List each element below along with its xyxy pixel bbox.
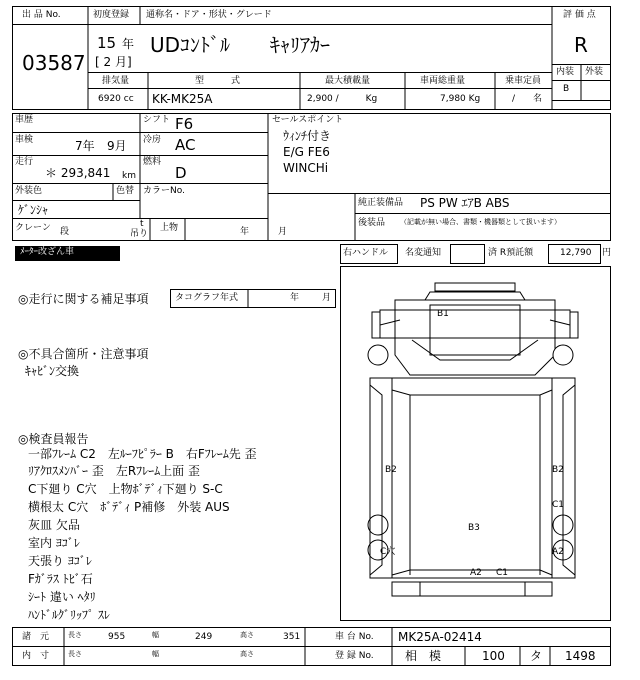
displacement: 6920 cc xyxy=(98,94,134,104)
aftermarket-note: （記載が無い場合、書類・機器類として扱います） xyxy=(400,218,561,226)
diagram-mark: C1 xyxy=(496,568,509,578)
crane-label: クレーン xyxy=(15,223,51,233)
inspector-line: ｼｰﾄ 違い ﾍﾀﾘ xyxy=(28,590,96,604)
diagram-mark: A2 xyxy=(552,547,564,557)
genuine-equipment: PS PW ｴｱB ABS xyxy=(420,196,510,210)
inspector-report-label: ◎検査員報告 xyxy=(18,432,89,446)
sales-point-line: ｳｨﾝﾁ付き xyxy=(283,129,332,143)
type-value: KK-MK25A xyxy=(152,92,213,106)
capacity: / 名 xyxy=(512,94,543,104)
ext-color-label: 外装色 xyxy=(15,186,43,196)
sales-point-line: E/G FE6 xyxy=(283,145,330,159)
grade-value: R xyxy=(574,33,588,57)
diagram-mark: A2 xyxy=(470,568,482,578)
inspection-month: 9月 xyxy=(107,139,127,153)
aircon-value: AC xyxy=(175,136,196,154)
diagram-mark: C1 xyxy=(552,500,565,510)
height-value: 351 xyxy=(283,632,301,642)
name-change-label: 名変通知 xyxy=(405,248,442,258)
first-reg-month: [ 2 月] xyxy=(95,55,132,69)
meter-tamper-badge: ﾒｰﾀｰ改ざん車 xyxy=(15,246,120,261)
inspector-line: ﾊﾝﾄﾞﾙｸﾞﾘｯﾌﾟ ｽﾚ xyxy=(28,608,110,622)
diagram-mark: B3 xyxy=(468,523,480,533)
model-name-label: 通称名・ドア・形状・グレード xyxy=(146,10,272,20)
grade-label: 評 価 点 xyxy=(563,10,596,20)
recycle-value: 12,790 xyxy=(560,248,592,258)
registration-class: 100 xyxy=(482,649,505,663)
inspector-line: 横根太 C穴 ﾎﾞﾃﾞｨ P補修 外装 AUS xyxy=(28,500,230,514)
total-weight: 7,980 Kg xyxy=(440,94,481,104)
fuel-label: 燃料 xyxy=(143,157,162,167)
crane-stage: 段 xyxy=(60,227,70,237)
height-label: 高さ xyxy=(240,631,254,639)
ext-color-value: ｹﾞﾝｼｬ xyxy=(18,203,49,217)
length-label: 長さ xyxy=(68,631,82,639)
crane-hook: 吊り xyxy=(130,229,149,239)
mileage-label: 走行 xyxy=(15,157,34,167)
registration-kana: タ xyxy=(530,649,543,663)
diagram-mark: C穴 xyxy=(380,547,396,557)
tachograph-label: タコグラフ年式 xyxy=(175,293,239,303)
history-label: 車歴 xyxy=(15,115,34,125)
first-reg-year-unit: 年 xyxy=(122,37,135,51)
diagram-mark: B2 xyxy=(552,465,564,475)
inner-length-label: 長さ xyxy=(68,650,82,658)
fuel-value: D xyxy=(175,164,187,182)
model-name: UDｺﾝﾄﾞﾙ ｷｬﾘｱｶｰ xyxy=(150,33,331,57)
spec-label: 諸 元 xyxy=(22,632,50,642)
registration-region: 相 模 xyxy=(405,649,442,663)
recycle-unit: 円 xyxy=(602,248,612,258)
first-reg-year: 15 xyxy=(97,34,117,52)
inner-dim-label: 内 寸 xyxy=(22,651,50,661)
shift-label: シフト xyxy=(143,115,171,125)
tachograph-year: 年 xyxy=(290,293,300,303)
color-change-label: 色替 xyxy=(116,186,135,196)
chassis-label: 車 台 No. xyxy=(335,632,374,642)
color-no-label: カラーNo. xyxy=(143,186,185,196)
inspection-label: 車検 xyxy=(15,135,34,145)
max-load-label: 最大積載量 xyxy=(325,76,371,86)
total-weight-label: 車両総重量 xyxy=(420,76,466,86)
diagram-mark: B2 xyxy=(385,465,397,475)
lot-no-label: 出 品 No. xyxy=(22,10,61,20)
registration-number: 1498 xyxy=(565,649,596,663)
defect-line: ｷｬﾋﾞﾝ交換 xyxy=(25,364,80,378)
sales-point-label: セールスポイント xyxy=(272,115,344,125)
upper-label: 上物 xyxy=(160,223,179,233)
inspector-line: 室内 ﾖｺﾞﾚ xyxy=(28,536,80,550)
interior-grade-label: 内装 xyxy=(556,67,575,77)
mileage-unit: km xyxy=(122,171,136,181)
capacity-label: 乗車定員 xyxy=(505,76,542,86)
aftermarket-label: 後装品 xyxy=(358,218,386,228)
genuine-equipment-label: 純正装備品 xyxy=(358,198,404,208)
sales-point-line: WINCHi xyxy=(283,161,329,175)
crane-t: t xyxy=(140,219,144,229)
inspector-line: Fｶﾞﾗｽ ﾄﾋﾞ石 xyxy=(28,572,93,586)
length-value: 955 xyxy=(108,632,126,642)
lot-no: 03587 xyxy=(22,51,86,75)
recycle-label: 済 R預託額 xyxy=(488,248,534,258)
inspection-year: 7年 xyxy=(75,139,95,153)
inspector-line: ﾘｱｸﾛｽﾒﾝﾊﾞｰ 歪 左Rﾌﾚｰﾑ上面 歪 xyxy=(28,464,200,478)
upper-year: 年 xyxy=(240,227,250,237)
width-value: 249 xyxy=(195,632,213,642)
mileage-value: ＊ 293,841 xyxy=(45,166,111,180)
shift-value: F6 xyxy=(175,115,194,133)
right-handle: 右ハンドル xyxy=(343,248,389,258)
aircon-label: 冷房 xyxy=(143,135,162,145)
inner-height-label: 高さ xyxy=(240,650,254,658)
max-load: 2,900 / Kg xyxy=(307,94,378,104)
type-label: 型 式 xyxy=(195,76,241,86)
inspector-line: 一部ﾌﾚｰﾑ C2 左ﾙｰﾌﾋﾟﾗｰ B 右Fﾌﾚｰﾑ先 歪 xyxy=(28,447,257,461)
supplement-label: ◎走行に関する補足事項 xyxy=(18,292,149,306)
first-reg-label: 初度登録 xyxy=(93,10,130,20)
interior-grade: B xyxy=(563,84,570,94)
defects-label: ◎不具合箇所・注意事項 xyxy=(18,347,149,361)
chassis-number: MK25A-02414 xyxy=(398,630,482,644)
width-label: 幅 xyxy=(152,631,159,639)
tachograph-month: 月 xyxy=(322,293,332,303)
upper-month: 月 xyxy=(278,227,288,237)
inspector-line: 天張り ﾖｺﾞﾚ xyxy=(28,554,92,568)
diagram-mark: B1 xyxy=(437,309,449,319)
inner-width-label: 幅 xyxy=(152,650,159,658)
inspector-line: C下廻り C穴 上物ﾎﾞﾃﾞｨ下廻り S-C xyxy=(28,482,223,496)
inspector-line: 灰皿 欠品 xyxy=(28,518,80,532)
exterior-grade-label: 外装 xyxy=(585,67,604,77)
registration-label: 登 録 No. xyxy=(335,651,374,661)
displacement-label: 排気量 xyxy=(102,76,130,86)
